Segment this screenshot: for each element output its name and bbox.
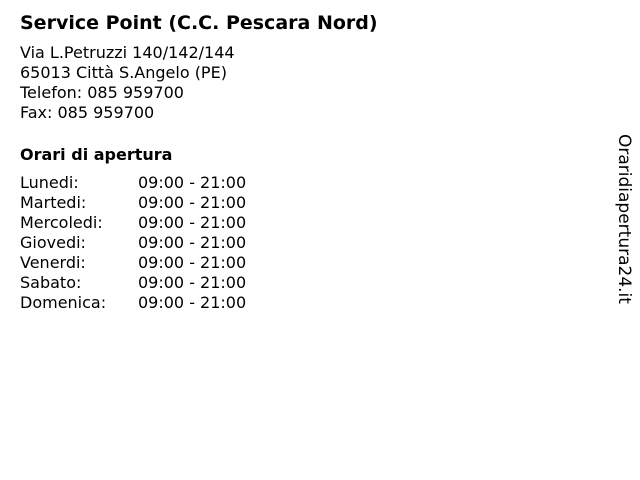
phone-number: Telefon: 085 959700 [20,83,184,102]
site-watermark: Oraridiapertura24.it [614,134,634,304]
hours-day: Lunedi: [20,173,79,192]
hours-time: 09:00 - 21:00 [138,173,247,192]
hours-row-thursday [20,233,580,253]
store-title: Service Point (C.C. Pescara Nord) [20,12,378,34]
address-street: Via L.Petruzzi 140/142/144 [20,43,235,62]
hours-day: Domenica: [20,293,107,312]
store-card [20,10,580,313]
hours-time: 09:00 - 21:00 [138,213,247,232]
hours-day: Mercoledi: [20,213,103,232]
hours-row-sunday [20,293,580,313]
hours-row-wednesday [20,213,580,233]
hours-time: 09:00 - 21:00 [138,193,247,212]
hours-day: Giovedi: [20,233,86,252]
fax-number: Fax: 085 959700 [20,103,155,122]
hours-time: 09:00 - 21:00 [138,253,247,272]
hours-day: Sabato: [20,273,82,292]
opening-hours-heading: Orari di apertura [20,145,173,164]
hours-day: Martedi: [20,193,87,212]
hours-row-monday [20,173,580,193]
hours-time: 09:00 - 21:00 [138,233,247,252]
hours-row-tuesday [20,193,580,213]
hours-time: 09:00 - 21:00 [138,273,247,292]
address-city: 65013 Città S.Angelo (PE) [20,63,227,82]
hours-time: 09:00 - 21:00 [138,293,247,312]
hours-day: Venerdi: [20,253,86,272]
hours-row-saturday [20,273,580,293]
hours-row-friday [20,253,580,273]
